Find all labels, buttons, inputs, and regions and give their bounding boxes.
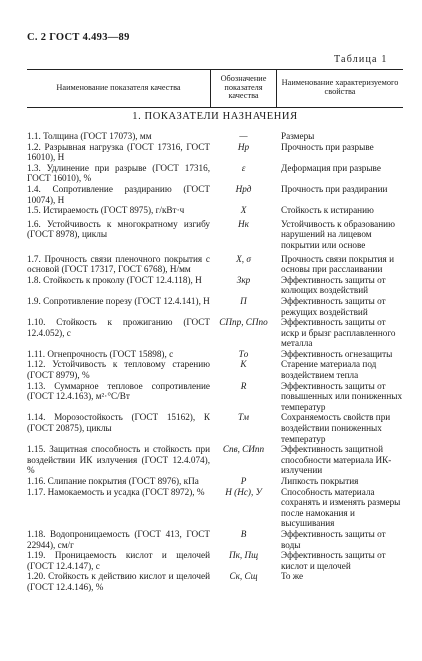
page-header: С. 2 ГОСТ 4.493—89 [27, 32, 130, 43]
property-description: Устойчивость к образованию нарушений на лицевом покрытии или основе [281, 218, 395, 250]
table-row [27, 163, 403, 184]
indicator-name: 1.16. Слипание покрытия (ГОСТ 8976), кПа [27, 476, 199, 486]
table-row [27, 571, 403, 592]
indicator-symbol: Пк, Пщ [228, 550, 259, 561]
table-row [27, 444, 403, 476]
indicator-name: 1.14. Морозостойкость (ГОСТ 15162), К (ГОСТ 20875), циклы [27, 412, 210, 434]
indicator-symbol: В [240, 528, 247, 539]
property-description: Эффективность огнезащиты [281, 348, 393, 359]
property-description: Эффективность защиты от воды [281, 528, 386, 550]
indicator-symbol: Hр [237, 141, 250, 152]
indicator-symbol: K [240, 359, 247, 370]
indicator-name: 1.3. Удлинение при разрыве (ГОСТ 17316, ГОСТ 16010), % [27, 162, 210, 184]
table-row [27, 412, 403, 444]
indicator-symbol: Спв, СИпп [222, 444, 265, 455]
table-row [27, 184, 403, 205]
indicator-symbol: Hк [238, 218, 249, 229]
indicator-name: 1.12. Устойчивость к тепловому старению (ГОСТ 8979), % [27, 359, 210, 381]
indicator-symbol: СПпр, СПпо [219, 317, 268, 328]
property-description: Липкость покрытия [281, 476, 359, 486]
indicator-symbol: X [240, 205, 247, 216]
table-label: Таблица 1 [334, 54, 388, 65]
table-row [27, 359, 403, 380]
indicator-symbol: Tм [238, 412, 249, 423]
table-body [27, 131, 403, 593]
property-description: Способность материала сохранять и изменять размеры после намокания и высушивания [281, 486, 401, 529]
property-description: То же [281, 571, 304, 582]
indicator-symbol: П [240, 295, 247, 306]
indicator-name: 1.5. Истираемость (ГОСТ 8975), г/кВт·ч [27, 205, 185, 216]
property-description: Старение материала под воздействием тепла [281, 359, 377, 381]
indicator-name: 1.9. Сопротивление порезу (ГОСТ 12.4.141), Н [27, 295, 210, 306]
indicator-name: 1.10. Стойкость к прожиганию (ГОСТ 12.4.052), с [27, 317, 210, 338]
indicator-symbol: H (Hс), У [225, 486, 262, 497]
indicator-name: 1.1. Толщина (ГОСТ 17073), мм [27, 131, 152, 141]
property-description: Прочность при разрыве [281, 141, 374, 152]
indicator-name: 1.18. Водопроницаемость (ГОСТ 413, ГОСТ 22944), см/г [27, 528, 210, 550]
property-description: Размеры [281, 131, 315, 141]
column-header-name: Наименование показателя качества [56, 82, 181, 92]
indicator-symbol: R [240, 380, 247, 391]
indicator-symbol: Ск, Сщ [229, 571, 258, 582]
indicator-symbol: P [240, 476, 247, 486]
table-row [27, 254, 403, 275]
property-description: Эффективность защитной способности материала ИК-излучении [281, 444, 392, 476]
table-row [27, 205, 403, 216]
table-row [27, 317, 403, 349]
property-description: Эффективность защиты от режущих воздействий [281, 295, 386, 317]
indicator-name: 1.8. Стойкость к проколу (ГОСТ 12.4.118), Н [27, 274, 202, 285]
indicator-name: 1.4. Сопротивление раздиранию (ГОСТ 10074), Н [27, 183, 210, 205]
property-description: Эффективность защиты от повышенных или пониженных температур [281, 380, 403, 412]
indicator-name: 1.17. Намокаемость и усадка (ГОСТ 8972), % [27, 486, 205, 497]
property-description: Прочность при раздирании [281, 183, 388, 194]
indicator-name: 1.13. Суммарное тепловое сопротивление (ГОСТ 12.4.163), м²·°С/Вт [27, 380, 210, 402]
indicator-name: 1.15. Защитная способность и стойкость при воздействии ИК излучения (ГОСТ 12.4.074), % [27, 444, 210, 476]
indicator-symbol: — [239, 131, 248, 141]
table-row [27, 550, 403, 571]
table-row [27, 219, 403, 251]
indicator-name: 1.7. Прочность связи пленочного покрытия с основой (ГОСТ 17317, ГОСТ 6768), Н/мм [27, 253, 210, 275]
indicator-symbol: Tо [238, 348, 249, 359]
table-header [27, 69, 403, 108]
indicator-symbol: Hрд [235, 183, 252, 194]
indicator-symbol: Зкр [236, 274, 251, 285]
property-description: Эффективность защиты от кислот и щелочей [281, 550, 386, 571]
table-row [27, 349, 403, 360]
table-row [27, 487, 403, 529]
property-description: Сохраняемость свойств при воздействии пониженных температур [281, 412, 391, 444]
column-header-symbol: Обозначение показателя качества [210, 69, 277, 107]
indicator-name: 1.11. Огнепрочность (ГОСТ 15898), с [27, 348, 174, 359]
indicator-name: 1.6. Устойчивость к многократному изгибу (ГОСТ 8978), циклы [27, 218, 210, 240]
property-description: Деформация при разрыве [281, 162, 381, 173]
indicator-name: 1.2. Разрывная нагрузка (ГОСТ 17316, ГОСТ 16010), Н [27, 141, 210, 163]
indicator-symbol: ε [241, 162, 246, 173]
column-header-property: Наименование характеризуемого свойства [281, 78, 399, 96]
table-row [27, 529, 403, 550]
property-description: Прочность связи покрытия и основы при расслаивании [281, 253, 394, 275]
table-row [27, 142, 403, 163]
section-title: 1. ПОКАЗАТЕЛИ НАЗНАЧЕНИЯ [132, 111, 298, 122]
indicator-name: 1.20. Стойкость к действию кислот и щелочей (ГОСТ 12.4.146), % [27, 571, 210, 592]
property-description: Эффективность защиты от искр и брызг расплавленного металла [281, 317, 396, 349]
indicator-symbol: X, σ [236, 253, 251, 264]
indicator-name: 1.19. Проницаемость кислот и щелочей (ГОСТ 12.4.147), с [27, 550, 210, 571]
property-description: Эффективность защиты от колющих воздействий [281, 274, 386, 296]
table-row [27, 296, 403, 317]
table-row [27, 381, 403, 413]
table-row [27, 275, 403, 296]
table-row [27, 476, 403, 487]
table-row [27, 131, 403, 142]
property-description: Стойкость к истиранию [281, 205, 374, 216]
